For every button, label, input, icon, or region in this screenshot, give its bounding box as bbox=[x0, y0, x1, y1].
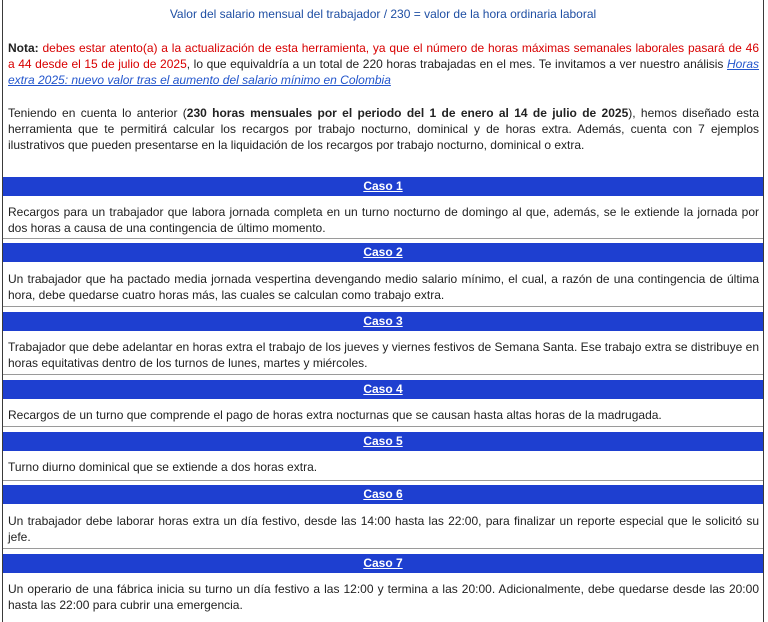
case-7-link[interactable]: Caso 7 bbox=[363, 556, 403, 570]
case-2-link[interactable]: Caso 2 bbox=[363, 245, 403, 259]
nota-warning: debes estar atento(a) a la actualización de esta herramienta, ya que el número de horas máximas semanales laborales pasará de 46 a 44 desde el 15 de julio de 2025 bbox=[8, 41, 759, 71]
intro-after: ), hemos diseñado esta herramienta que te permitirá calcular los recargos por trabajo nocturno, dominical y de horas extra. Además, cuenta con 7 ejemplos ilustrativos que pueden presentarse en la liquidación de los recargos por trabajo nocturno, dominical o extra. bbox=[8, 106, 760, 152]
case-1-header bbox=[3, 177, 763, 196]
case-5-header bbox=[3, 432, 763, 451]
case-3-link[interactable]: Caso 3 bbox=[363, 314, 403, 328]
divider bbox=[3, 306, 763, 307]
case-3-header bbox=[3, 312, 763, 331]
case-2-header bbox=[3, 243, 763, 262]
nota-label: Nota: bbox=[8, 41, 39, 55]
divider bbox=[3, 548, 763, 549]
case-4-header bbox=[3, 380, 763, 399]
case-5-description: Turno diurno dominical que se extiende a dos horas extra. bbox=[8, 460, 318, 474]
case-1-description: Recargos para un trabajador que labora jornada completa en un turno nocturno de domingo al que, además, se le extiende la jornada por dos horas a causa de una contingencia de último momento. bbox=[8, 205, 759, 235]
case-4-description: Recargos de un turno que comprende el pago de horas extra nocturnas que se causan hasta altas horas de la madrugada. bbox=[8, 408, 662, 422]
case-6-link[interactable]: Caso 6 bbox=[363, 487, 403, 501]
nota-text: , lo que equivaldría a un total de 220 horas trabajadas en el mes. Te invitamos a ver nuestro análisis bbox=[186, 57, 727, 71]
case-1-link[interactable]: Caso 1 bbox=[363, 179, 403, 193]
case-5-link[interactable]: Caso 5 bbox=[363, 434, 403, 448]
case-4-link[interactable]: Caso 4 bbox=[363, 382, 403, 396]
intro-before: Teniendo en cuenta lo anterior ( bbox=[8, 106, 187, 120]
intro-paragraph bbox=[8, 105, 759, 153]
case-3-description: Trabajador que debe adelantar en horas extra el trabajo de los jueves y viernes festivos de Semana Santa. Ese trabajo extra se distribuye en horas equitativas dentro de los turnos de lunes, martes y miércoles. bbox=[8, 340, 759, 370]
content-frame bbox=[2, 0, 764, 622]
analysis-link[interactable]: Horas extra 2025: nuevo valor tras el aumento del salario mínimo en Colombia bbox=[8, 57, 760, 87]
nota-paragraph bbox=[8, 40, 759, 88]
case-6-header bbox=[3, 485, 763, 504]
divider bbox=[3, 426, 763, 427]
formula-line: Valor del salario mensual del trabajador / 230 = valor de la hora ordinaria laboral bbox=[169, 7, 597, 21]
divider bbox=[3, 374, 763, 375]
divider bbox=[3, 480, 763, 481]
divider bbox=[3, 238, 763, 239]
case-6-description: Un trabajador debe laborar horas extra un día festivo, desde las 14:00 hasta las 22:00, para finalizar un reporte especial que le solicitó su jefe. bbox=[8, 514, 759, 544]
case-7-description: Un operario de una fábrica inicia su turno un día festivo a las 12:00 y termina a las 20:00. Adicionalmente, debe quedarse desde las 20:00 hasta las 22:00 para cubrir una emergencia. bbox=[8, 582, 759, 612]
intro-bold: 230 horas mensuales por el periodo del 1 de enero al 14 de julio de 2025 bbox=[186, 106, 629, 120]
case-7-header bbox=[3, 554, 763, 573]
case-2-description: Un trabajador que ha pactado media jornada vespertina devengando medio salario mínimo, el cual, a razón de una contingencia de última hora, debe quedarse cuatro horas más, las cuales se calculan como trabajo extra. bbox=[8, 272, 759, 302]
